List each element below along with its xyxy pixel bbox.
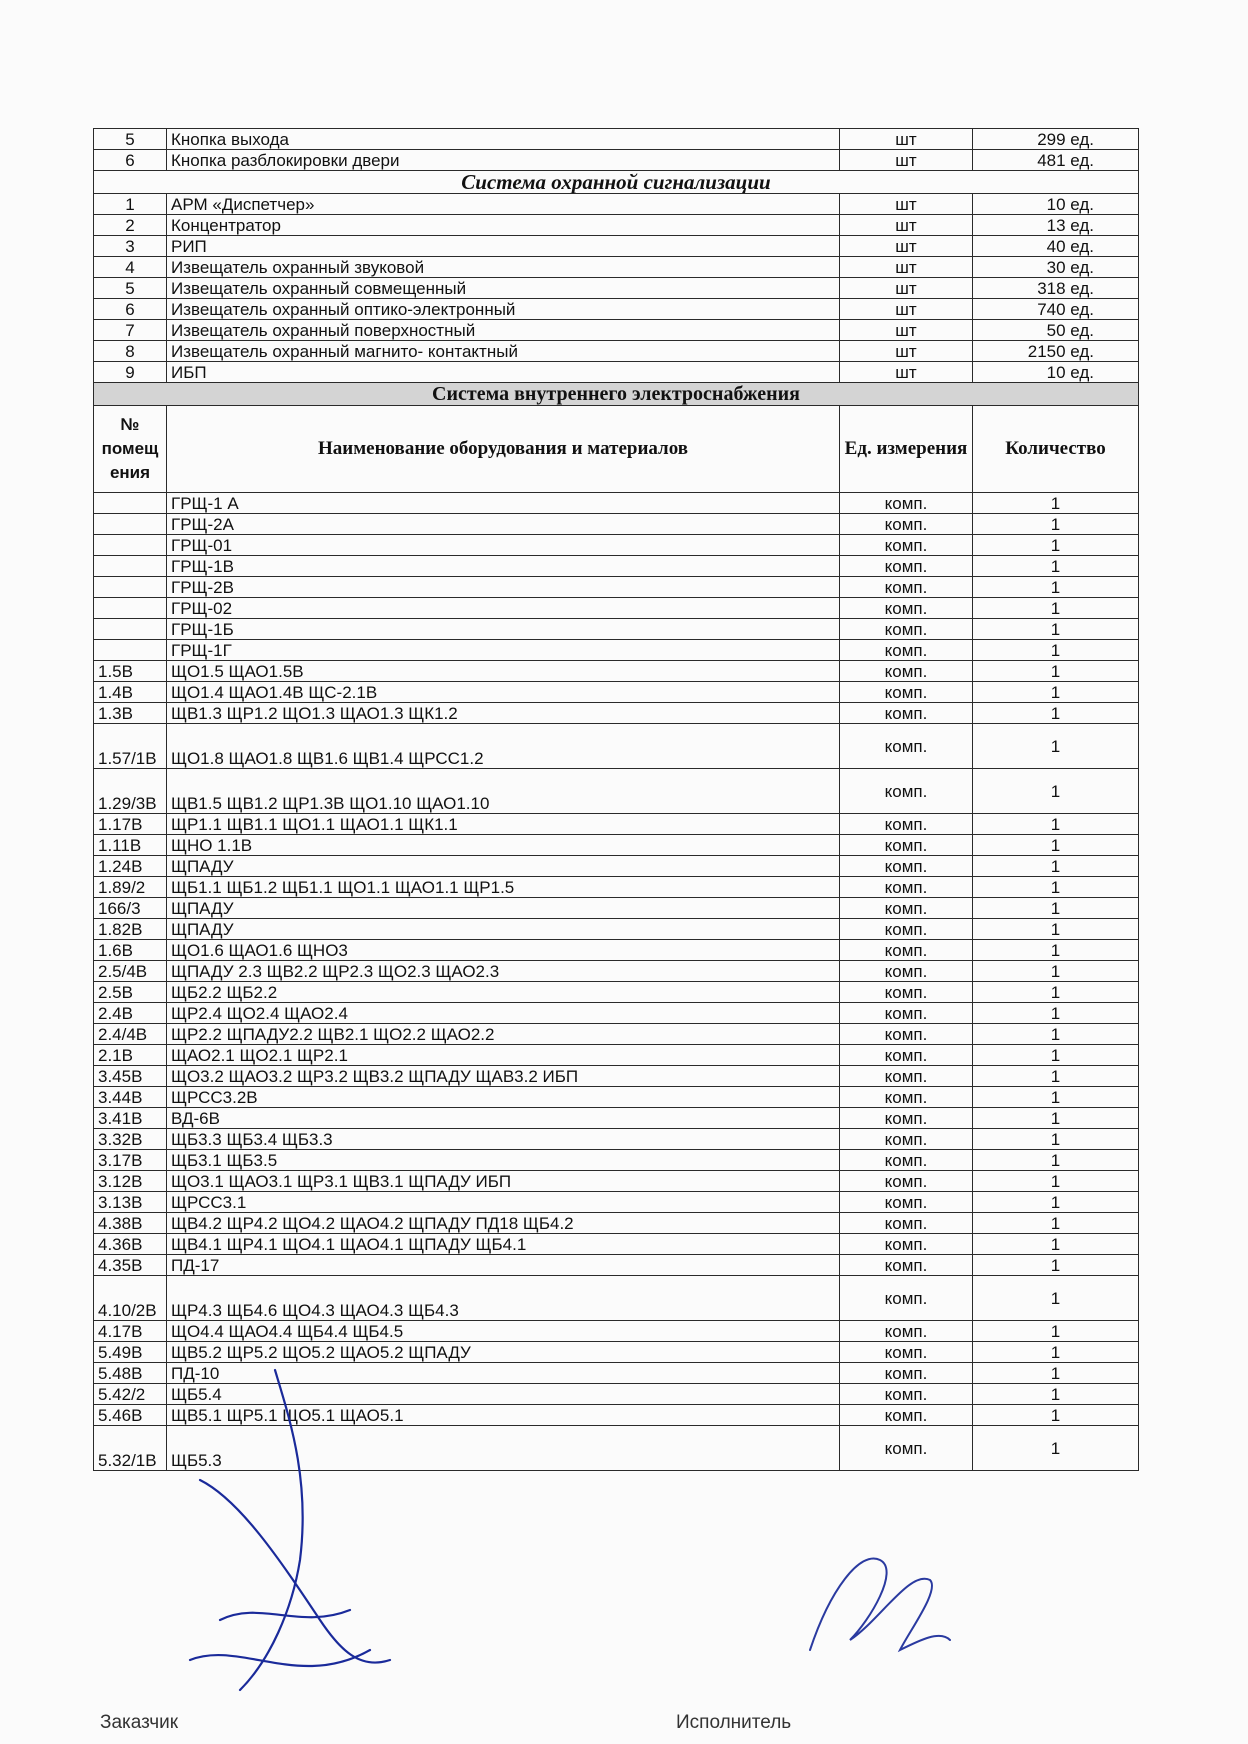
table-row: [94, 577, 1139, 598]
item-name: ЩВ5.1 ЩР5.1 ЩО5.1 ЩАО5.1: [167, 1405, 840, 1426]
room-number: 166/3: [94, 898, 167, 919]
row-number: 2: [94, 215, 167, 236]
room-number: 1.6В: [94, 940, 167, 961]
item-quantity: 1: [973, 898, 1139, 919]
item-quantity: 1: [973, 514, 1139, 535]
item-name: ЩВ4.2 ЩР4.2 ЩО4.2 ЩАО4.2 ЩПАДУ ПД18 ЩБ4.2: [167, 1213, 840, 1234]
room-number: [94, 577, 167, 598]
table-row: [94, 150, 1139, 171]
item-name: ИБП: [167, 362, 840, 383]
room-number: 1.17В: [94, 814, 167, 835]
item-name: ЩПАДУ: [167, 919, 840, 940]
item-quantity: 1: [973, 1066, 1139, 1087]
room-number: 5.32/1В: [94, 1426, 167, 1471]
table-row: [94, 919, 1139, 940]
item-unit: шт: [840, 299, 973, 320]
item-name: ЩВ1.3 ЩР1.2 ЩО1.3 ЩАО1.3 ЩК1.2: [167, 703, 840, 724]
item-name: ЩБ5.4: [167, 1384, 840, 1405]
item-name: Извещатель охранный звуковой: [167, 257, 840, 278]
room-number: 1.5В: [94, 661, 167, 682]
table-row: [94, 661, 1139, 682]
item-unit: комп.: [840, 814, 973, 835]
item-quantity: 1: [973, 940, 1139, 961]
item-unit: комп.: [840, 961, 973, 982]
item-unit: шт: [840, 257, 973, 278]
room-number: 5.49В: [94, 1342, 167, 1363]
table-row: [94, 940, 1139, 961]
item-quantity: 318 ед.: [973, 278, 1139, 299]
item-name: РИП: [167, 236, 840, 257]
table-row: [94, 535, 1139, 556]
item-quantity: 1: [973, 1171, 1139, 1192]
table-row: [94, 1108, 1139, 1129]
item-unit: комп.: [840, 1087, 973, 1108]
item-unit: шт: [840, 362, 973, 383]
item-name: ЩБ2.2 ЩБ2.2: [167, 982, 840, 1003]
item-unit: комп.: [840, 1321, 973, 1342]
table-row: [94, 1426, 1139, 1471]
item-name: ЩВ1.5 ЩВ1.2 ЩР1.3В ЩО1.10 ЩАО1.10: [167, 769, 840, 814]
item-unit: комп.: [840, 1363, 973, 1384]
item-name: ЩПАДУ 2.3 ЩВ2.2 ЩР2.3 ЩО2.3 ЩАО2.3: [167, 961, 840, 982]
row-number: 1: [94, 194, 167, 215]
item-quantity: 30 ед.: [973, 257, 1139, 278]
item-unit: шт: [840, 278, 973, 299]
item-name: ЩБ5.3: [167, 1426, 840, 1471]
item-quantity: 1: [973, 1426, 1139, 1471]
item-name: ЩР4.3 ЩБ4.6 ЩО4.3 ЩАО4.3 ЩБ4.3: [167, 1276, 840, 1321]
item-unit: шт: [840, 320, 973, 341]
room-number: 3.41В: [94, 1108, 167, 1129]
item-unit: комп.: [840, 856, 973, 877]
item-unit: шт: [840, 129, 973, 150]
item-name: ЩВ5.2 ЩР5.2 ЩО5.2 ЩАО5.2 ЩПАДУ: [167, 1342, 840, 1363]
item-quantity: 1: [973, 535, 1139, 556]
item-unit: комп.: [840, 1003, 973, 1024]
item-quantity: 1: [973, 877, 1139, 898]
room-number: 4.38В: [94, 1213, 167, 1234]
item-name: ГРЩ-1Г: [167, 640, 840, 661]
item-unit: шт: [840, 194, 973, 215]
item-name: ЩР2.4 ЩО2.4 ЩАО2.4: [167, 1003, 840, 1024]
item-quantity: 1: [973, 1255, 1139, 1276]
item-name: Извещатель охранный магнито- контактный: [167, 341, 840, 362]
room-number: 5.48В: [94, 1363, 167, 1384]
table-row: [94, 236, 1139, 257]
table-row: [94, 1087, 1139, 1108]
item-unit: комп.: [840, 1045, 973, 1066]
power-rows: [94, 493, 1139, 1471]
item-unit: комп.: [840, 1342, 973, 1363]
item-name: Кнопка выхода: [167, 129, 840, 150]
item-unit: комп.: [840, 640, 973, 661]
table-row: [94, 1066, 1139, 1087]
table-row: [94, 1255, 1139, 1276]
table-row: [94, 898, 1139, 919]
item-name: ЩРСС3.2В: [167, 1087, 840, 1108]
item-unit: комп.: [840, 940, 973, 961]
table-row: [94, 514, 1139, 535]
table-row: [94, 1363, 1139, 1384]
item-unit: комп.: [840, 1426, 973, 1471]
item-unit: комп.: [840, 919, 973, 940]
table-row: [94, 257, 1139, 278]
room-number: 1.89/2: [94, 877, 167, 898]
room-number: 4.10/2В: [94, 1276, 167, 1321]
table-row: [94, 1342, 1139, 1363]
top-rows: [94, 129, 1139, 171]
item-unit: комп.: [840, 1405, 973, 1426]
item-unit: комп.: [840, 661, 973, 682]
table-row: [94, 556, 1139, 577]
item-unit: комп.: [840, 1213, 973, 1234]
room-number: 5.42/2: [94, 1384, 167, 1405]
item-quantity: 1: [973, 1213, 1139, 1234]
room-number: 1.24В: [94, 856, 167, 877]
room-number: 4.35В: [94, 1255, 167, 1276]
item-unit: комп.: [840, 535, 973, 556]
room-number: [94, 556, 167, 577]
table-row: [94, 961, 1139, 982]
item-name: ЩБ3.1 ЩБ3.5: [167, 1150, 840, 1171]
item-name: Извещатель охранный совмещенный: [167, 278, 840, 299]
item-name: ЩБ1.1 ЩБ1.2 ЩБ1.1 ЩО1.1 ЩАО1.1 ЩР1.5: [167, 877, 840, 898]
item-name: Извещатель охранный оптико-электронный: [167, 299, 840, 320]
table-row: [94, 1234, 1139, 1255]
equipment-table: [93, 128, 1139, 1471]
item-quantity: 1: [973, 1405, 1139, 1426]
item-name: ЩО1.8 ЩАО1.8 ЩВ1.6 ЩВ1.4 ЩРСС1.2: [167, 724, 840, 769]
item-unit: комп.: [840, 1192, 973, 1213]
item-unit: комп.: [840, 556, 973, 577]
item-quantity: 50 ед.: [973, 320, 1139, 341]
item-name: ГРЩ-1 А: [167, 493, 840, 514]
table-row: [94, 703, 1139, 724]
table-row: [94, 299, 1139, 320]
table-row: [94, 835, 1139, 856]
table-row: [94, 640, 1139, 661]
security-rows: [94, 194, 1139, 383]
item-quantity: 1: [973, 769, 1139, 814]
item-quantity: 1: [973, 703, 1139, 724]
table-row: [94, 1024, 1139, 1045]
room-number: [94, 619, 167, 640]
item-quantity: 1: [973, 619, 1139, 640]
row-number: 6: [94, 150, 167, 171]
item-quantity: 1: [973, 640, 1139, 661]
table-row: [94, 724, 1139, 769]
room-number: 3.12В: [94, 1171, 167, 1192]
table-row: [94, 1213, 1139, 1234]
item-name: ЩО3.1 ЩАО3.1 ЩР3.1 ЩВ3.1 ЩПАДУ ИБП: [167, 1171, 840, 1192]
room-number: 2.4/4В: [94, 1024, 167, 1045]
row-number: 9: [94, 362, 167, 383]
table-row: [94, 1192, 1139, 1213]
item-unit: комп.: [840, 703, 973, 724]
item-unit: комп.: [840, 682, 973, 703]
section-title-row: [94, 171, 1139, 194]
item-unit: комп.: [840, 1024, 973, 1045]
table-row: [94, 215, 1139, 236]
row-number: 7: [94, 320, 167, 341]
item-unit: комп.: [840, 982, 973, 1003]
item-unit: комп.: [840, 835, 973, 856]
item-quantity: 1: [973, 598, 1139, 619]
table-row: [94, 982, 1139, 1003]
item-name: ЩБ3.3 ЩБ3.4 ЩБ3.3: [167, 1129, 840, 1150]
section-title-row: [94, 383, 1139, 406]
security-section: [94, 171, 1139, 194]
item-quantity: 740 ед.: [973, 299, 1139, 320]
table-row: [94, 619, 1139, 640]
room-number: [94, 514, 167, 535]
room-number: 1.57/1В: [94, 724, 167, 769]
room-number: [94, 535, 167, 556]
table-row: [94, 856, 1139, 877]
table-row: [94, 341, 1139, 362]
item-unit: комп.: [840, 577, 973, 598]
room-number: [94, 640, 167, 661]
item-quantity: 1: [973, 1108, 1139, 1129]
item-quantity: 1: [973, 1276, 1139, 1321]
table-row: [94, 769, 1139, 814]
item-name: ГРЩ-02: [167, 598, 840, 619]
item-name: ЩПАДУ: [167, 898, 840, 919]
item-unit: комп.: [840, 619, 973, 640]
item-unit: комп.: [840, 1255, 973, 1276]
table-row: [94, 1003, 1139, 1024]
item-unit: комп.: [840, 1129, 973, 1150]
item-quantity: 2150 ед.: [973, 341, 1139, 362]
item-name: ГРЩ-01: [167, 535, 840, 556]
item-quantity: 1: [973, 1321, 1139, 1342]
item-quantity: 1: [973, 835, 1139, 856]
table-row: [94, 493, 1139, 514]
table-row: [94, 1276, 1139, 1321]
room-number: 3.32В: [94, 1129, 167, 1150]
table-row: [94, 362, 1139, 383]
header-qty: Количество: [973, 406, 1139, 493]
item-quantity: 1: [973, 1129, 1139, 1150]
item-name: ГРЩ-2А: [167, 514, 840, 535]
item-quantity: 1: [973, 1192, 1139, 1213]
item-quantity: 481 ед.: [973, 150, 1139, 171]
power-section: [94, 383, 1139, 493]
item-name: ЩАО2.1 ЩО2.1 ЩР2.1: [167, 1045, 840, 1066]
item-unit: комп.: [840, 769, 973, 814]
room-number: 2.4В: [94, 1003, 167, 1024]
item-unit: комп.: [840, 1276, 973, 1321]
item-unit: комп.: [840, 724, 973, 769]
item-unit: комп.: [840, 514, 973, 535]
table-row: [94, 1405, 1139, 1426]
room-number: 4.36В: [94, 1234, 167, 1255]
item-unit: шт: [840, 341, 973, 362]
header-unit: Ед. измерения: [840, 406, 973, 493]
item-unit: шт: [840, 150, 973, 171]
item-quantity: 1: [973, 1234, 1139, 1255]
item-unit: комп.: [840, 1108, 973, 1129]
table-row: [94, 194, 1139, 215]
header-room: № помещ ения: [94, 406, 167, 493]
header-name: Наименование оборудования и материалов: [167, 406, 840, 493]
item-name: ЩО1.6 ЩАО1.6 ЩНО3: [167, 940, 840, 961]
item-name: ГРЩ-1В: [167, 556, 840, 577]
table-row: [94, 320, 1139, 341]
room-number: 1.11В: [94, 835, 167, 856]
room-number: 1.29/3В: [94, 769, 167, 814]
room-number: 1.4В: [94, 682, 167, 703]
room-number: 1.82В: [94, 919, 167, 940]
item-name: ГРЩ-1Б: [167, 619, 840, 640]
item-name: ПД-10: [167, 1363, 840, 1384]
contractor-signature-icon: [790, 1530, 960, 1680]
room-number: 3.17В: [94, 1150, 167, 1171]
table-row: [94, 682, 1139, 703]
item-unit: комп.: [840, 1384, 973, 1405]
item-name: ЩР1.1 ЩВ1.1 ЩО1.1 ЩАО1.1 ЩК1.1: [167, 814, 840, 835]
item-quantity: 1: [973, 1087, 1139, 1108]
item-quantity: 1: [973, 1024, 1139, 1045]
room-number: 3.44В: [94, 1087, 167, 1108]
item-name: ПД-17: [167, 1255, 840, 1276]
table-row: [94, 814, 1139, 835]
footer-contractor-label: Исполнитель: [676, 1712, 792, 1733]
table-row: [94, 278, 1139, 299]
item-name: ЩО4.4 ЩАО4.4 ЩБ4.4 ЩБ4.5: [167, 1321, 840, 1342]
room-number: [94, 493, 167, 514]
item-quantity: 40 ед.: [973, 236, 1139, 257]
row-number: 3: [94, 236, 167, 257]
item-quantity: 1: [973, 1045, 1139, 1066]
item-unit: комп.: [840, 1150, 973, 1171]
item-name: ЩРСС3.1: [167, 1192, 840, 1213]
item-name: Кнопка разблокировки двери: [167, 150, 840, 171]
item-quantity: 1: [973, 661, 1139, 682]
item-quantity: 1: [973, 1150, 1139, 1171]
item-name: Концентратор: [167, 215, 840, 236]
item-unit: комп.: [840, 493, 973, 514]
item-unit: комп.: [840, 877, 973, 898]
room-number: 2.1В: [94, 1045, 167, 1066]
item-name: ЩР2.2 ЩПАДУ2.2 ЩВ2.1 ЩО2.2 ЩАО2.2: [167, 1024, 840, 1045]
section-title-power: Система внутреннего электроснабжения: [94, 383, 1139, 406]
table-row: [94, 129, 1139, 150]
item-quantity: 1: [973, 982, 1139, 1003]
item-quantity: 1: [973, 814, 1139, 835]
item-unit: комп.: [840, 1234, 973, 1255]
item-quantity: 1: [973, 961, 1139, 982]
row-number: 8: [94, 341, 167, 362]
row-number: 4: [94, 257, 167, 278]
table-row: [94, 1171, 1139, 1192]
item-name: ВД-6В: [167, 1108, 840, 1129]
item-name: ЩПАДУ: [167, 856, 840, 877]
item-quantity: 1: [973, 1342, 1139, 1363]
item-name: ГРЩ-2В: [167, 577, 840, 598]
item-quantity: 299 ед.: [973, 129, 1139, 150]
item-name: ЩО1.5 ЩАО1.5В: [167, 661, 840, 682]
item-unit: комп.: [840, 898, 973, 919]
table-row: [94, 598, 1139, 619]
room-number: 4.17В: [94, 1321, 167, 1342]
table-row: [94, 1384, 1139, 1405]
footer-customer-label: Заказчик: [100, 1712, 179, 1733]
item-unit: комп.: [840, 598, 973, 619]
item-quantity: 1: [973, 493, 1139, 514]
room-number: 3.45В: [94, 1066, 167, 1087]
item-quantity: 1: [973, 919, 1139, 940]
item-quantity: 1: [973, 556, 1139, 577]
room-number: 1.3В: [94, 703, 167, 724]
item-name: Извещатель охранный поверхностный: [167, 320, 840, 341]
item-quantity: 1: [973, 577, 1139, 598]
room-number: [94, 598, 167, 619]
row-number: 5: [94, 129, 167, 150]
item-unit: шт: [840, 215, 973, 236]
table-row: [94, 1129, 1139, 1150]
room-number: 5.46В: [94, 1405, 167, 1426]
item-name: АРМ «Диспетчер»: [167, 194, 840, 215]
item-name: ЩВ4.1 ЩР4.1 ЩО4.1 ЩАО4.1 ЩПАДУ ЩБ4.1: [167, 1234, 840, 1255]
row-number: 6: [94, 299, 167, 320]
item-unit: шт: [840, 236, 973, 257]
table-row: [94, 877, 1139, 898]
item-name: ЩНО 1.1В: [167, 835, 840, 856]
item-unit: комп.: [840, 1171, 973, 1192]
row-number: 5: [94, 278, 167, 299]
item-quantity: 1: [973, 1003, 1139, 1024]
item-quantity: 1: [973, 1363, 1139, 1384]
room-number: 2.5В: [94, 982, 167, 1003]
item-quantity: 10 ед.: [973, 362, 1139, 383]
room-number: 2.5/4В: [94, 961, 167, 982]
item-name: ЩО3.2 ЩАО3.2 ЩР3.2 ЩВ3.2 ЩПАДУ ЩАВ3.2 ИБП: [167, 1066, 840, 1087]
item-quantity: 1: [973, 682, 1139, 703]
item-quantity: 1: [973, 724, 1139, 769]
item-quantity: 1: [973, 1384, 1139, 1405]
item-quantity: 1: [973, 856, 1139, 877]
item-quantity: 13 ед.: [973, 215, 1139, 236]
table-row: [94, 1045, 1139, 1066]
table-row: [94, 1150, 1139, 1171]
item-unit: комп.: [840, 1066, 973, 1087]
table-row: [94, 1321, 1139, 1342]
section-title-security: Система охранной сигнализации: [94, 171, 1139, 194]
table-header-row: [94, 406, 1139, 493]
item-name: ЩО1.4 ЩАО1.4В ЩС-2.1В: [167, 682, 840, 703]
item-quantity: 10 ед.: [973, 194, 1139, 215]
room-number: 3.13В: [94, 1192, 167, 1213]
